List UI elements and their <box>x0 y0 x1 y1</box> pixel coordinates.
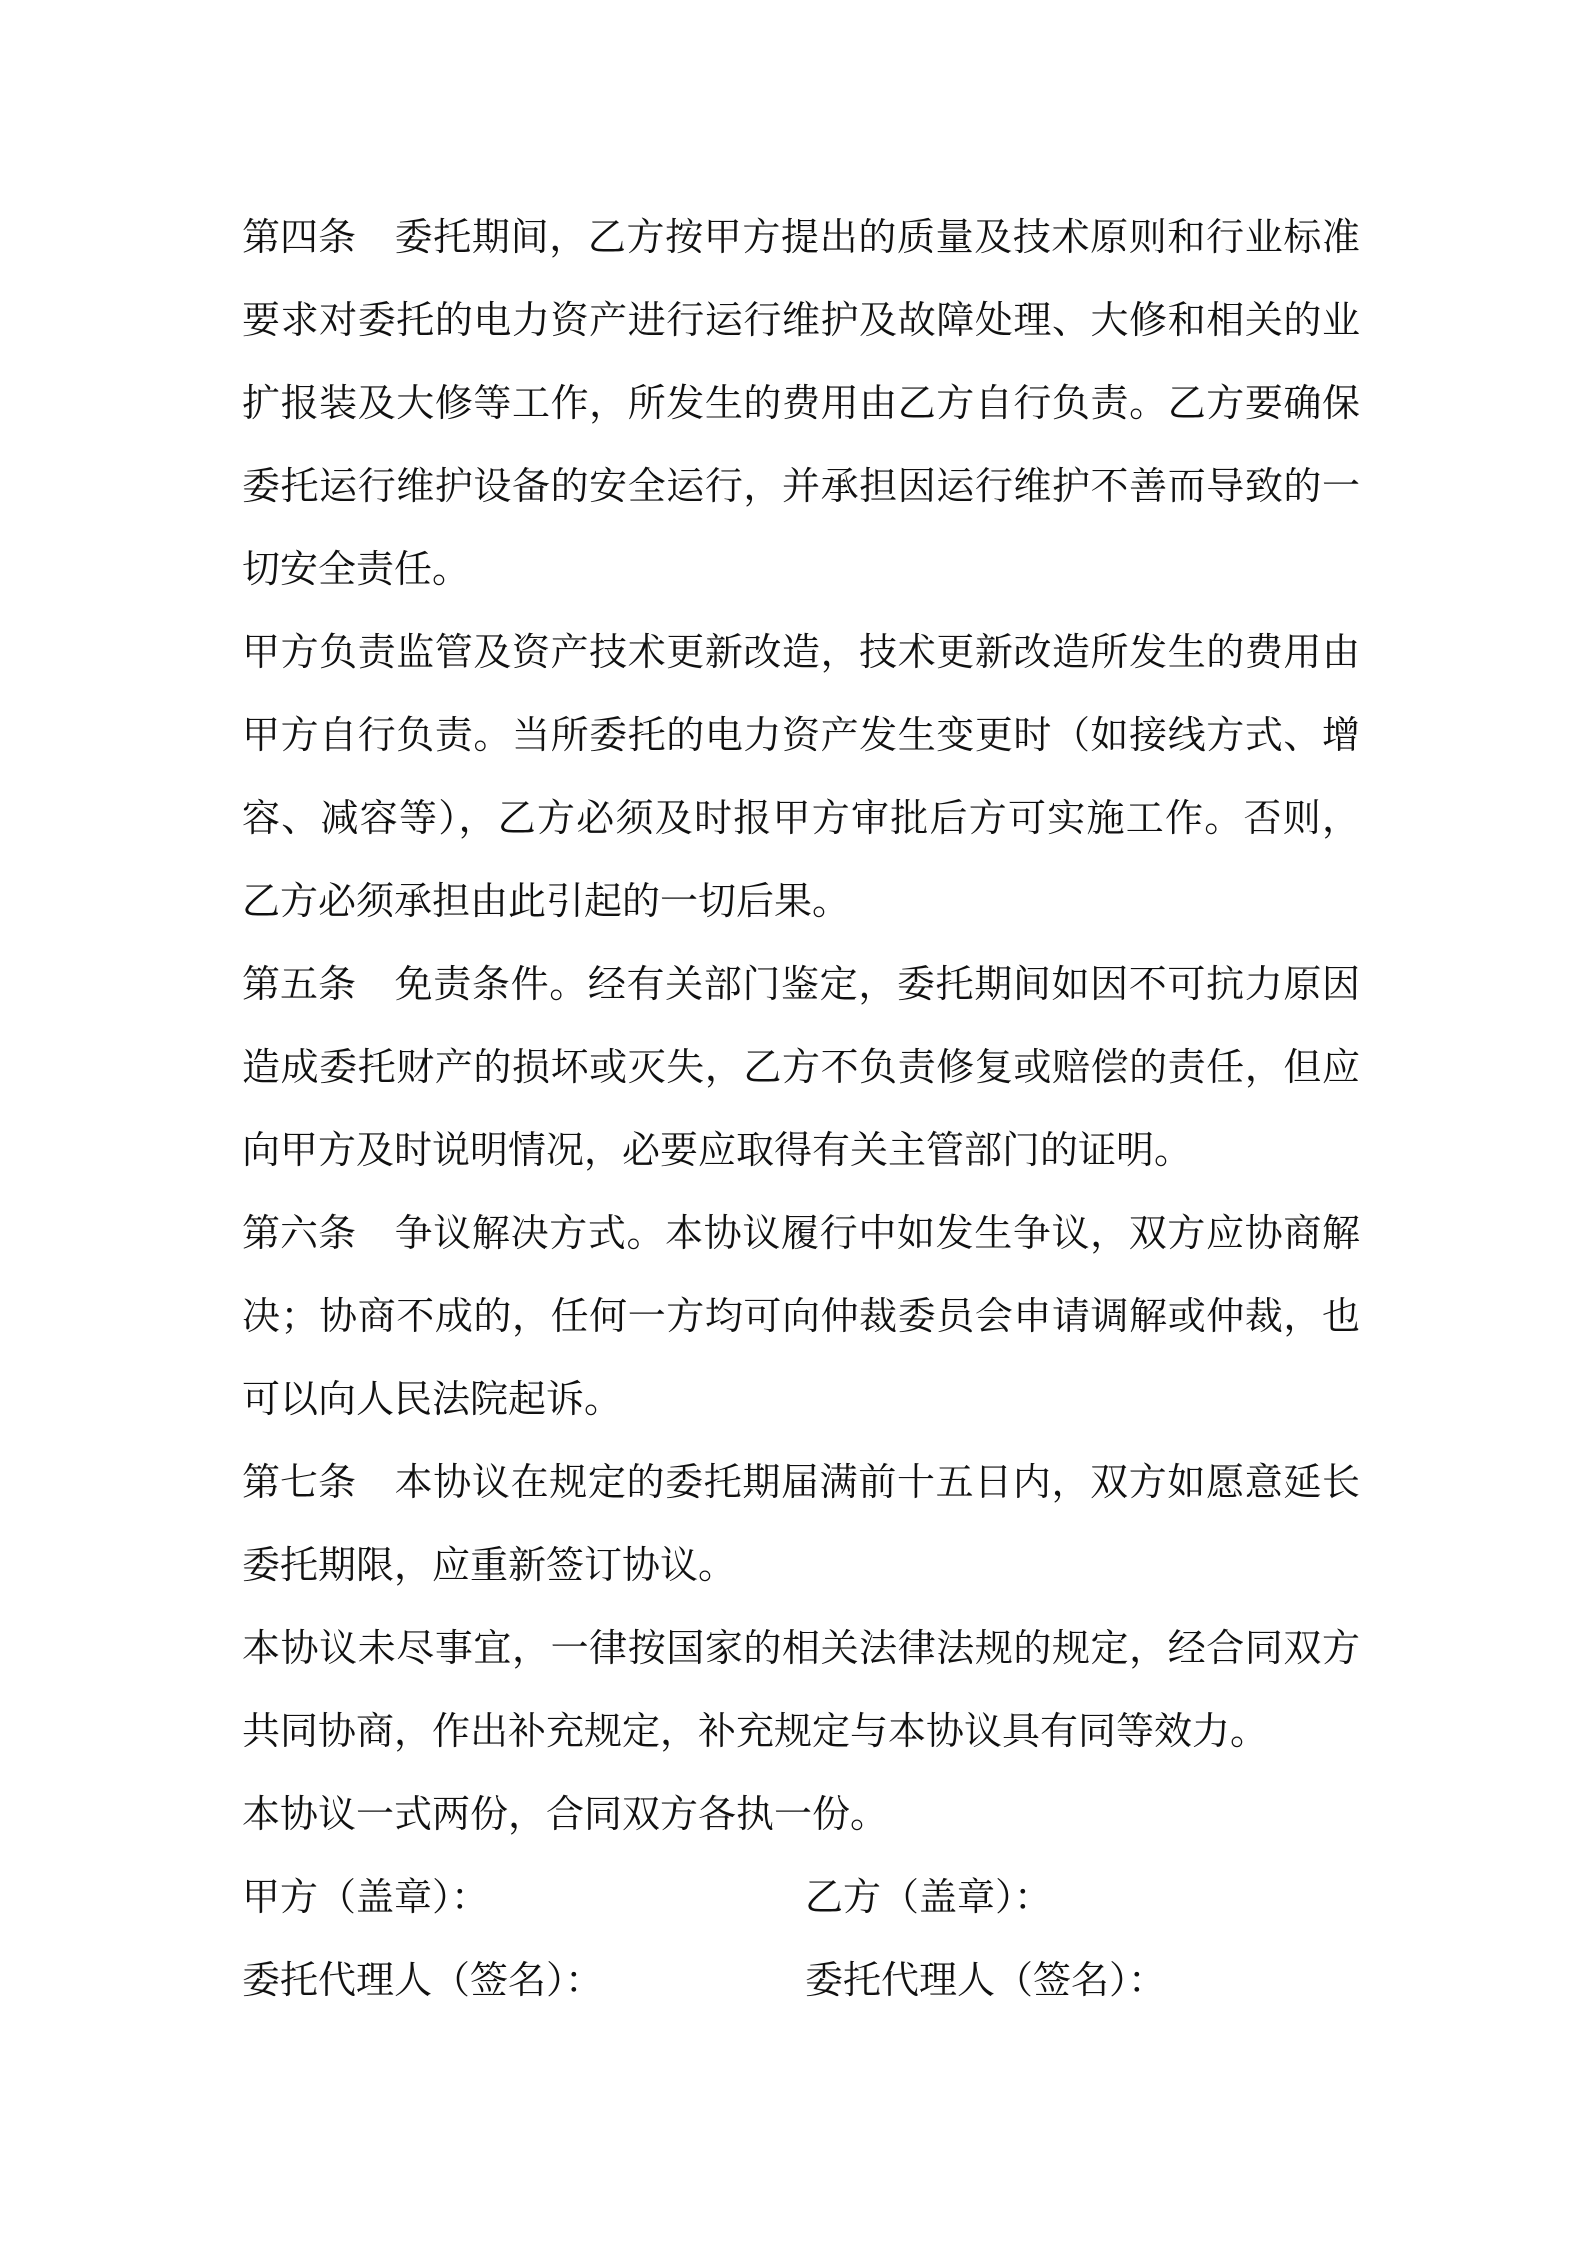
article-5-text: 免责条件。经有关部门鉴定，委托期间如因不可抗力原因造成委托财产的损坏或灭失，乙方不负责修复或赔偿的责任，但应向甲方及时说明情况，必要应取得有关主管部门的证明。 <box>242 962 1360 1172</box>
party-a-agent-label: 委托代理人（签名）： <box>242 1958 604 2002</box>
party-b-seal-label: 乙方（盖章）： <box>805 1875 1053 1919</box>
article-4-paragraph <box>242 196 1360 611</box>
party-b-agent-label: 委托代理人（签名）： <box>805 1958 1167 2002</box>
article-7-heading: 第七条 <box>242 1460 357 1504</box>
article-7-paragraph <box>242 1441 1360 1607</box>
copies-paragraph: 本协议一式两份，合同双方各执一份。 <box>242 1792 889 1836</box>
article-6-text: 争议解决方式。本协议履行中如发生争议，双方应协商解决；协商不成的，任何一方均可向仲裁委员会申请调解或仲裁，也可以向人民法院起诉。 <box>242 1211 1360 1421</box>
seal-row <box>242 1856 1360 1939</box>
article-4-second-paragraph: 甲方负责监管及资产技术更新改造，技术更新改造所发生的费用由甲方自行负责。当所委托的电力资产发生变更时（如接线方式、增容、减容等），乙方必须及时报甲方审批后方可实施工作。否则，乙方必须承担由此引起的一切后果。 <box>242 630 1360 923</box>
agent-signature-row <box>242 1939 1360 2022</box>
article-5-paragraph <box>242 943 1360 1192</box>
article-6-paragraph <box>242 1192 1360 1441</box>
article-4-text: 委托期间，乙方按甲方提出的质量及技术原则和行业标准要求对委托的电力资产进行运行维护及故障处理、大修和相关的业扩报装及大修等工作，所发生的费用由乙方自行负责。乙方要确保委托运行维护设备的安全运行，并承担因运行维护不善而导致的一切安全责任。 <box>242 215 1360 591</box>
article-4-heading: 第四条 <box>242 215 357 259</box>
document-body <box>242 196 1360 2022</box>
article-7-text: 本协议在规定的委托期届满前十五日内，双方如愿意延长委托期限，应重新签订协议。 <box>242 1460 1360 1587</box>
article-5-heading: 第五条 <box>242 962 357 1006</box>
party-a-seal-label: 甲方（盖章）： <box>242 1875 490 1919</box>
article-6-heading: 第六条 <box>242 1211 357 1255</box>
supplement-paragraph: 本协议未尽事宜，一律按国家的相关法律法规的规定，经合同双方共同协商，作出补充规定，补充规定与本协议具有同等效力。 <box>242 1626 1360 1753</box>
